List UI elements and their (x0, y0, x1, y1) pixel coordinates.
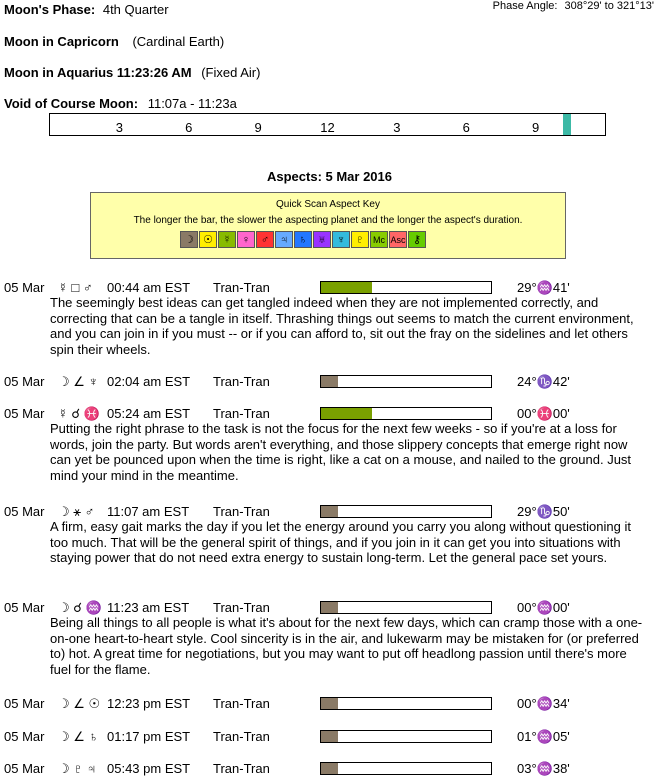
aspect-glyphs: ☽ ∠ ♆ (58, 374, 99, 389)
aspect-header-line (0, 761, 659, 777)
aspect-key-swatch-glyph: Asc (390, 234, 406, 245)
aspect-time: 05:24 am EST (107, 406, 191, 421)
aspect-duration-bar (320, 505, 492, 518)
timeline-tick-label: 3 (393, 120, 401, 135)
aspect-header-line (0, 600, 659, 616)
timeline-tick-label: 9 (532, 120, 540, 135)
aspect-header-line (0, 374, 659, 390)
aspect-type: Tran-Tran (213, 374, 270, 389)
aspect-key-swatch (294, 231, 312, 248)
aspect-type: Tran-Tran (213, 280, 270, 295)
aspect-glyphs: ☽ ☌ ♒ (58, 600, 102, 615)
aspect-key-box (90, 192, 566, 259)
aspect-key-swatch (199, 231, 217, 248)
aspect-date: 05 Mar (4, 280, 45, 295)
aspect-type: Tran-Tran (213, 504, 270, 519)
moon-phase-row (4, 2, 169, 17)
aspect-interpretation: Being all things to all people is what it's about for the next few days, which can cramp those with a one-on-one heart-to-heart style. Cool sincerity is in the air, and lukewarm may be mistaken for (or preferred to) hot. A great time for negotiations, but you may want to put off headlong passion until there's more fuel for the flame. (50, 615, 643, 677)
aspect-entry (0, 729, 659, 745)
aspect-key-swatch-glyph: ☿ (222, 233, 232, 246)
aspect-header-line (0, 280, 659, 296)
aspect-position: 00°♓00' (517, 406, 570, 421)
timeline-tick-label: 12 (320, 120, 335, 135)
aspect-time: 01:17 pm EST (107, 729, 191, 744)
aspect-position: 29°♒41' (517, 280, 570, 295)
timeline-tick-label: 6 (185, 120, 193, 135)
aspect-key-swatch-glyph: ♆ (336, 233, 346, 246)
aspect-glyphs: ☽ ⚹ ♂ (58, 504, 95, 519)
aspect-duration-bar (320, 697, 492, 710)
aspect-glyphs: ☽ ♇ ♃ (58, 761, 97, 776)
aspect-position: 03°♒38' (517, 761, 570, 776)
aspect-duration-fill (321, 506, 338, 517)
aspect-type: Tran-Tran (213, 729, 270, 744)
aspect-time: 12:23 pm EST (107, 696, 191, 711)
aspect-key-swatch-glyph: ⚷ (412, 234, 422, 246)
phase-angle-row (493, 0, 654, 12)
aspect-key-title: Quick Scan Aspect Key (276, 199, 380, 210)
aspect-date: 05 Mar (4, 374, 45, 389)
aspect-key-swatches (180, 231, 427, 248)
aspect-header-line (0, 729, 659, 745)
aspect-time: 02:04 am EST (107, 374, 191, 389)
aspect-glyphs: ☽ ∠ ☉ (58, 696, 101, 711)
aspect-key-description: The longer the bar, the slower the aspecting planet and the longer the aspect's duration. (133, 215, 523, 226)
aspect-key-swatch (313, 231, 331, 248)
aspect-type: Tran-Tran (213, 696, 270, 711)
aspect-duration-fill (321, 763, 338, 774)
aspect-key-swatch (389, 231, 407, 248)
aspect-interpretation: A firm, easy gait marks the day if you let the energy around you carry you along without questioning it too much. That will be the general spirit of things, and if you join in it can get you into situations with staying power that do not need extra energy to sustain long-term. Let the general pace set yours. (50, 519, 631, 565)
aspect-header-line (0, 504, 659, 520)
aspect-glyphs: ☿ ☌ ♓ (58, 406, 100, 421)
aspects-title: Aspects: 5 Mar 2016 (266, 169, 392, 184)
moon-in-capricorn-label: Moon in Capricorn (4, 34, 119, 49)
aspect-duration-fill (321, 408, 372, 419)
moon-in-aquarius-value: (Fixed Air) (201, 65, 261, 80)
aspect-key-swatch (408, 231, 426, 248)
void-of-course-value: 11:07a - 11:23a (147, 96, 237, 111)
aspect-entry (0, 374, 659, 390)
aspect-date: 05 Mar (4, 729, 45, 744)
aspect-duration-fill (321, 698, 338, 709)
aspect-position: 00°♒00' (517, 600, 570, 615)
phase-angle-label: Phase Angle: (492, 0, 558, 12)
aspect-position: 29°♑50' (517, 504, 570, 519)
void-of-course-timeline (49, 113, 606, 136)
moon-in-capricorn-value: (Cardinal Earth) (132, 34, 225, 49)
aspect-time: 05:43 pm EST (107, 761, 191, 776)
aspect-header-line (0, 696, 659, 712)
aspect-key-swatch (370, 231, 388, 248)
aspect-time: 11:07 am EST (107, 504, 190, 519)
moon-in-aquarius-label: Moon in Aquarius 11:23:26 AM (4, 65, 192, 80)
aspect-duration-bar (320, 407, 492, 420)
aspect-interpretation: The seemingly best ideas can get tangled indeed when they are not implemented correctly, and correcting that can be a tangle in itself. Thrashing things out seems to match the current environment, and you can join in if you must -- or if you can afford to, sit out the fray on the sidelines and let others spin their wheels. (50, 295, 634, 357)
aspect-date: 05 Mar (4, 600, 45, 615)
aspect-key-swatch-glyph: Mc (373, 234, 385, 245)
aspect-key-swatch-glyph: ☉ (203, 234, 213, 246)
aspect-key-swatch-glyph: ♂ (260, 233, 270, 246)
aspect-duration-fill (321, 282, 372, 293)
void-of-course-row (4, 96, 237, 111)
aspect-header-line (0, 406, 659, 422)
aspect-key-swatch (256, 231, 274, 248)
moon-phase-label: Moon's Phase: (4, 2, 96, 17)
aspect-key-swatch (180, 231, 198, 248)
aspect-key-swatch-glyph: ♃ (279, 233, 289, 246)
aspect-entry (0, 696, 659, 712)
aspect-type: Tran-Tran (213, 406, 270, 421)
aspect-entry (0, 280, 659, 357)
aspect-entry (0, 504, 659, 565)
aspect-key-swatch (275, 231, 293, 248)
void-of-course-marker (563, 114, 571, 135)
aspect-date: 05 Mar (4, 761, 45, 776)
aspect-time: 00:44 am EST (107, 280, 191, 295)
moon-in-aquarius-row (4, 65, 260, 80)
aspect-duration-bar (320, 730, 492, 743)
aspect-entry (0, 600, 659, 677)
aspect-key-swatch-glyph: ♅ (317, 233, 327, 246)
timeline-tick-label: 3 (115, 120, 123, 135)
timeline-tick-label: 6 (462, 120, 470, 135)
aspect-key-swatch (237, 231, 255, 248)
aspect-key-swatch (351, 231, 369, 248)
timeline-tick-label: 9 (254, 120, 262, 135)
moon-in-capricorn-row (4, 34, 224, 49)
aspect-key-swatch-glyph: ☽ (184, 234, 194, 246)
aspect-date: 05 Mar (4, 696, 45, 711)
aspect-position: 00°♒34' (517, 696, 570, 711)
aspect-key-swatch-glyph: ♄ (298, 233, 308, 246)
aspect-glyphs: ☿ □ ♂ (58, 280, 93, 295)
phase-angle-value: 308°29' to 321°13' (564, 0, 654, 12)
aspect-duration-bar (320, 375, 492, 388)
aspect-glyphs: ☽ ∠ ♄ (58, 729, 99, 744)
aspect-duration-fill (321, 731, 338, 742)
aspect-position: 01°♒05' (517, 729, 570, 744)
aspect-type: Tran-Tran (213, 761, 270, 776)
aspect-key-swatch (218, 231, 236, 248)
void-of-course-label: Void of Course Moon: (4, 96, 139, 111)
aspect-interpretation: Putting the right phrase to the task is not the focus for the next few weeks - so if you're at a loss for words, join the party. But words aren't everything, and those slippery concepts that emerge right now can yet be pounced upon when the time is right, like a cat on a mouse, and nailed to the ground. Just mind your mind in the meantime. (50, 421, 632, 483)
aspect-time: 11:23 am EST (107, 600, 190, 615)
aspect-entry (0, 406, 659, 483)
aspect-duration-fill (321, 376, 338, 387)
aspect-duration-bar (320, 601, 492, 614)
aspect-type: Tran-Tran (213, 600, 270, 615)
aspect-duration-bar (320, 762, 492, 775)
aspect-date: 05 Mar (4, 406, 45, 421)
moon-phase-value: 4th Quarter (102, 2, 169, 17)
aspect-key-swatch (332, 231, 350, 248)
aspect-key-swatch-glyph: ♇ (355, 233, 365, 246)
aspect-key-swatch-glyph: ♀ (241, 233, 251, 246)
aspect-date: 05 Mar (4, 504, 45, 519)
aspect-position: 24°♑42' (517, 374, 570, 389)
aspect-duration-bar (320, 281, 492, 294)
aspect-entry (0, 761, 659, 777)
aspect-duration-fill (321, 602, 338, 613)
